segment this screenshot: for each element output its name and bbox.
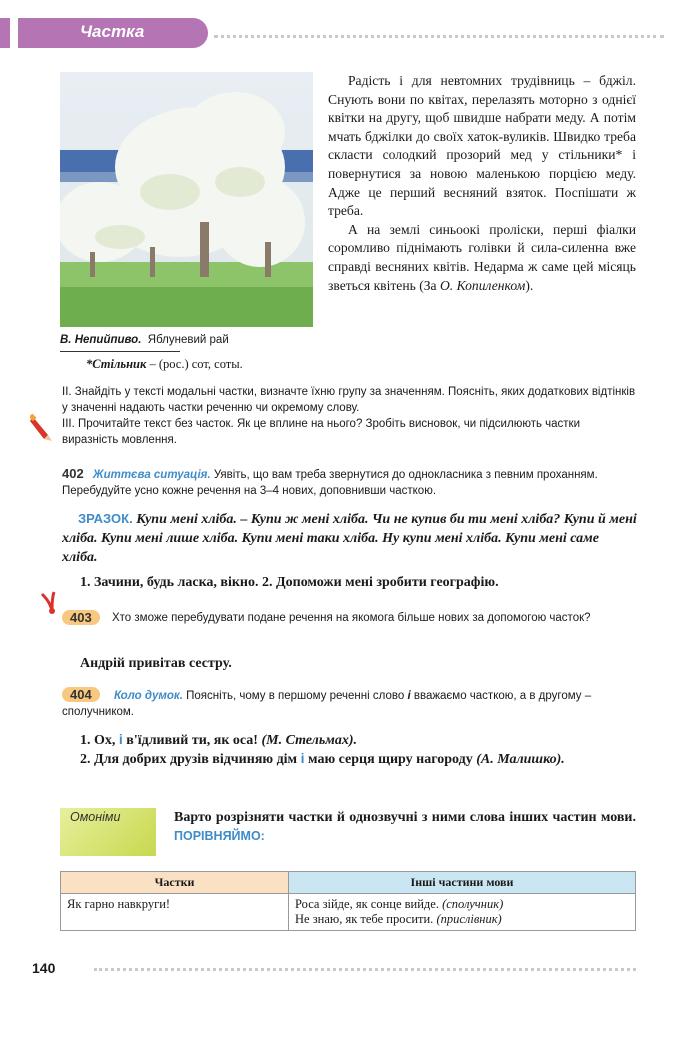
- exercise-404-sentence-2: 2. Для добрих друзів відчиняю дім і маю серця щиру нагороду (А. Малишко).: [80, 750, 565, 767]
- task-3: ІІІ. Прочитайте текст без часток. Як це вплине на нього? Зробіть висновок, чи підсилюють частки виразність мовлення.: [62, 418, 581, 446]
- exercise-404-badge: 404: [62, 686, 100, 704]
- table-cell-left: Як гарно навкруги!: [61, 894, 289, 931]
- exercise-402-sentences: 1. Зачини, будь ласка, вікно. 2. Допоможи мені зробити географію.: [80, 575, 499, 590]
- main-text: [328, 72, 636, 295]
- painting-image: [60, 72, 313, 327]
- homonyms-label: Омоніми: [70, 810, 121, 824]
- comparison-table: [60, 871, 636, 931]
- table-cell-right: Роса зійде, як сонце вийде. (сполучник) Не знаю, як тебе просити. (прислівник): [289, 894, 636, 931]
- homonyms-text: Варто розрізняти частки й однозвучні з ними слова інших частин мови. ПОРІВНЯЙМО:: [174, 810, 636, 843]
- header-divider: [214, 35, 664, 38]
- paragraph-1: Радість і для невтомних трудівниць – бджіл. Снують вони по квітах, перелазять моторно з однієї квітки на другу, щоб швидше набрати меду. А потім мчать бджілки до своїх хаток-вуликів. Швидко треба скласти солодкий прозорий мед у стільники* і повернутися за новою маленькою порцією меду. Адже це перший весняний взяток. Поспішати ж треба.: [328, 73, 636, 219]
- exercise-403-sentence: Андрій привітав сестру.: [80, 656, 232, 671]
- paragraph-2: А на землі синьоокі проліски, перші фіалки соромливо піднімають голівки й сила-силенна вже справді весняних квітів. Недарма ж саме цей місяць зветься квітень (За О. Копиленком).: [328, 221, 636, 293]
- painting-caption: В. Непийпиво. Яблуневий рай: [60, 334, 229, 346]
- table-row: [61, 894, 636, 931]
- caption-underline: [60, 351, 180, 352]
- exercise-number: 402: [62, 466, 84, 481]
- page-number: 140: [32, 960, 56, 976]
- section-title: Частка: [80, 22, 145, 41]
- table-header-other: Інші частини мови: [289, 872, 636, 894]
- footnote: *Стільник – (рос.) сот, соты.: [86, 357, 243, 371]
- task-2: ІІ. Знайдіть у тексті модальні частки, визначте їхню групу за значенням. Поясніть, яких додаткових відтінків у значенні надають частки реченню чи окремому слову.: [62, 386, 636, 414]
- footer-divider: [94, 968, 636, 971]
- exercise-404-text: Коло думок. Поясніть, чому в першому реченні слово і вважаємо часткою, а в другому – сполучником.: [62, 690, 592, 718]
- exercise-403-text: Хто зможе перебудувати подане речення на якомога більше нових за допомогою часток?: [112, 612, 591, 624]
- exercise-402-sample: ЗРАЗОК. Купи мені хліба. – Купи ж мені хліба. Чи не купив би ти мені хліба? Купи й мені хліба. Купи мені лише хліба. Купи мені таки хліба. Ну купи мені хліба. Купи мені саме хліба.: [62, 511, 637, 565]
- pencil-icon: [30, 413, 56, 443]
- exercise-403-badge: 403: [62, 609, 100, 627]
- exercise-402: 402 Життєва ситуація. Уявіть, що вам треба звернутися до однокласника з певним проханням. Перебудуйте усно кожне речення на 3–4 нових, доповнивши часткою.: [62, 466, 598, 497]
- table-header-particles: Частки: [61, 872, 289, 894]
- exercise-404-sentence-1: 1. Ох, і в'їдливий ти, як оса! (М. Стельмах).: [80, 731, 358, 748]
